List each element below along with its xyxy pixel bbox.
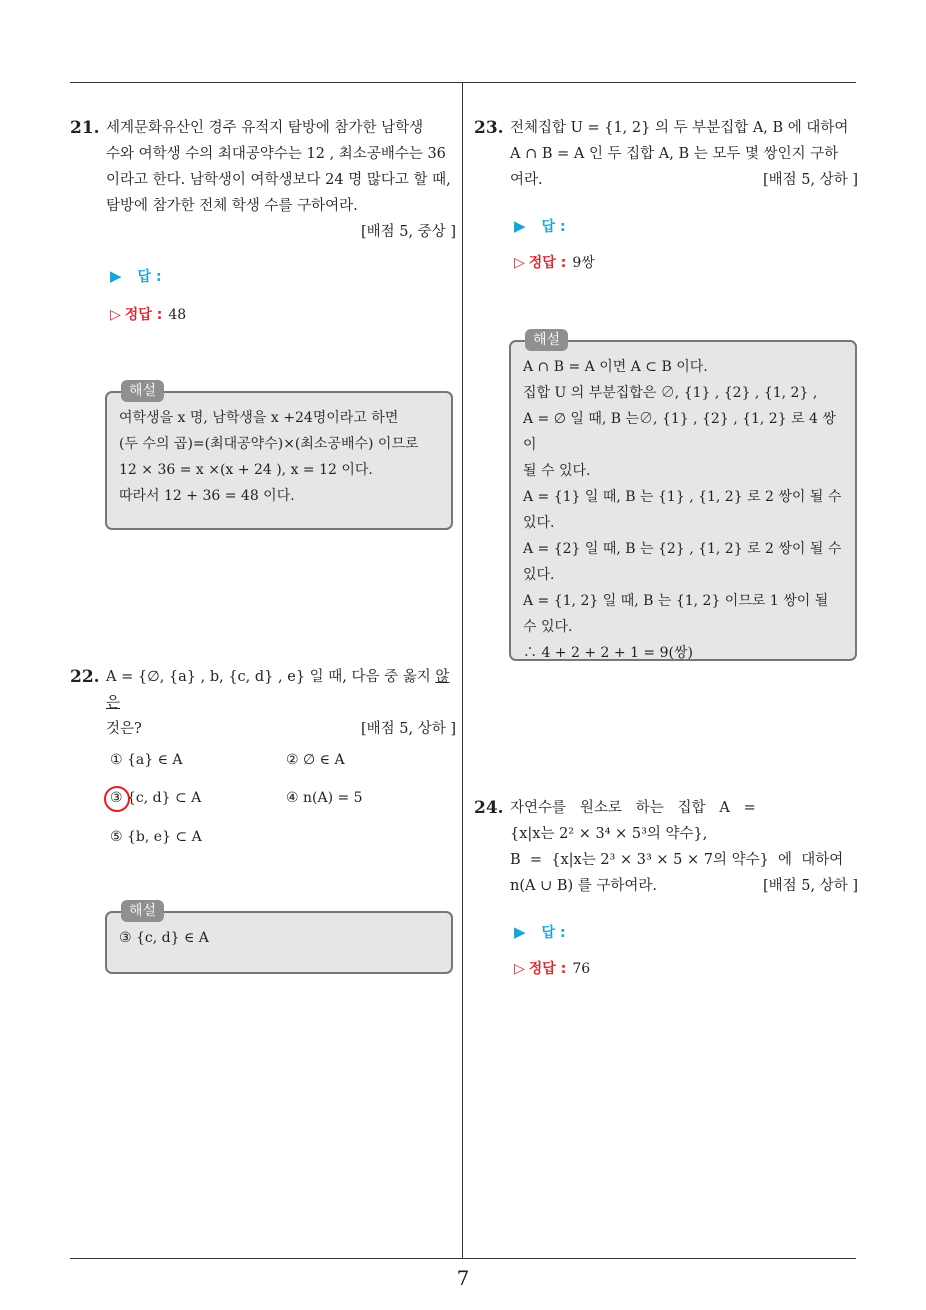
choice-5: ⑤ {b, e} ⊂ A	[110, 829, 202, 845]
problem-text-line	[510, 873, 858, 899]
problem-number: 24.	[474, 798, 504, 818]
play-triangle-icon: ▶	[514, 923, 526, 941]
bottom-rule	[70, 1258, 856, 1259]
problem-22	[70, 664, 456, 742]
solution-tab: 해설	[525, 329, 568, 351]
problem-text-line: B = {x|x는 2³ × 3³ × 5 × 7의 약수} 에 대하여	[510, 852, 844, 868]
problem-text: A = {∅, {a} , b, {c, d} , e} 일 때, 다음 중 옳지	[106, 669, 436, 685]
correct-answer-value: 76	[572, 961, 591, 977]
score-label: [배점 5, 상하 ]	[762, 172, 858, 188]
problem-text-line: 수와 여학생 수의 최대공약수는 12 , 최소공배수는 36	[106, 146, 446, 162]
solution-line: 수 있다.	[523, 619, 573, 635]
problem-text: n(A ∪ B) 를 구하여라.	[510, 878, 658, 894]
solution-line: ∴ 4 + 2 + 2 + 1 = 9(쌍)	[523, 645, 693, 661]
problem-number: 23.	[474, 118, 504, 138]
problem-text-line	[106, 664, 456, 716]
play-triangle-icon: ▶	[110, 267, 122, 285]
play-triangle-icon: ▶	[514, 217, 526, 235]
choice-3: ③ {c, d} ⊂ A	[110, 790, 202, 806]
solution-line: 따라서 12 + 36 = 48 이다.	[119, 488, 295, 504]
solution-line: 있다.	[523, 567, 555, 583]
correct-answer-label: 정답 :	[528, 255, 567, 271]
outline-triangle-icon: ▷	[110, 307, 121, 323]
solution-box	[105, 903, 453, 974]
solution-line: 집합 U 의 부분집합은 ∅, {1} , {2} , {1, 2} ,	[523, 385, 818, 401]
solution-line: ③ {c, d} ∈ A	[119, 930, 209, 946]
problem-text-line	[106, 716, 456, 742]
outline-triangle-icon: ▷	[514, 961, 525, 977]
solution-line: 여학생을 x 명, 남학생을 x +24명이라고 하면	[119, 410, 399, 426]
page-number: 7	[456, 1266, 470, 1290]
problem-21	[70, 115, 456, 245]
answer-label: 답 :	[137, 269, 162, 285]
solution-line: 12 × 36 = x ×(x + 24 ), x = 12 이다.	[119, 462, 373, 478]
score-label: [배점 5, 상하 ]	[762, 878, 858, 894]
problem-text-line: 탐방에 참가한 전체 학생 수를 구하여라.	[106, 198, 358, 214]
correct-answer-label: 정답 :	[124, 307, 163, 323]
solution-line: A = ∅ 일 때, B 는∅, {1} , {2} , {1, 2} 로 4 쌍이	[523, 411, 836, 453]
answer-label: 답 :	[541, 925, 566, 941]
solution-line: A = {1} 일 때, B 는 {1} , {1, 2} 로 2 쌍이 될 수	[523, 489, 842, 505]
problem-text-line	[510, 167, 858, 193]
choice-4: ④ n(A) = 5	[286, 790, 363, 806]
choice-1: ① {a} ∈ A	[110, 752, 183, 768]
correct-answer-row	[514, 958, 590, 978]
correct-answer-row	[514, 252, 595, 272]
solution-box	[105, 383, 453, 530]
problem-text-line: A ∩ B = A 인 두 집합 A, B 는 모두 몇 쌍인지 구하	[510, 146, 839, 162]
correct-answer-value: 48	[168, 307, 187, 323]
problem-text-line: 전체집합 U = {1, 2} 의 두 부분집합 A, B 에 대하여	[510, 120, 849, 136]
answer-row	[514, 922, 566, 942]
solution-line: A = {2} 일 때, B 는 {2} , {1, 2} 로 2 쌍이 될 수	[523, 541, 842, 557]
column-divider	[462, 82, 463, 1258]
answer-row	[514, 216, 566, 236]
solution-line: A = {1, 2} 일 때, B 는 {1, 2} 이므로 1 쌍이 될	[523, 593, 829, 609]
answer-row	[110, 266, 162, 286]
choice-2: ② ∅ ∈ A	[286, 752, 345, 768]
solution-line: 있다.	[523, 515, 555, 531]
solution-line: 될 수 있다.	[523, 463, 591, 479]
top-rule	[70, 82, 856, 83]
problem-text-line: 자연수를 원소로 하는 집합 A =	[510, 800, 756, 816]
problem-number: 21.	[70, 118, 100, 138]
problem-text-line: 세계문화유산인 경주 유적지 탐방에 참가한 남학생	[106, 120, 424, 136]
problem-text: 여라.	[510, 172, 543, 188]
score-label: [배점 5, 중상 ]	[360, 224, 456, 240]
solution-box	[509, 332, 857, 661]
correct-answer-value: 9쌍	[572, 255, 595, 271]
correct-answer-row	[110, 304, 186, 324]
solution-tab: 해설	[121, 900, 164, 922]
answer-label: 답 :	[541, 219, 566, 235]
problem-24	[474, 795, 858, 899]
solution-tab: 해설	[121, 380, 164, 402]
solution-line: (두 수의 곱)=(최대공약수)×(최소공배수) 이므로	[119, 436, 419, 452]
correct-answer-label: 정답 :	[528, 961, 567, 977]
problem-text: 것은?	[106, 721, 142, 737]
outline-triangle-icon: ▷	[514, 255, 525, 271]
problem-23	[474, 115, 858, 193]
problem-text-line: 이라고 한다. 남학생이 여학생보다 24 명 많다고 할 때,	[106, 172, 451, 188]
solution-line: A ∩ B = A 이면 A ⊂ B 이다.	[523, 359, 708, 375]
problem-number: 22.	[70, 667, 100, 687]
score-label: [배점 5, 상하 ]	[360, 721, 456, 737]
problem-text-line: {x|x는 2² × 3⁴ × 5³의 약수},	[510, 826, 708, 842]
emphasis-text: 않은	[106, 669, 450, 711]
